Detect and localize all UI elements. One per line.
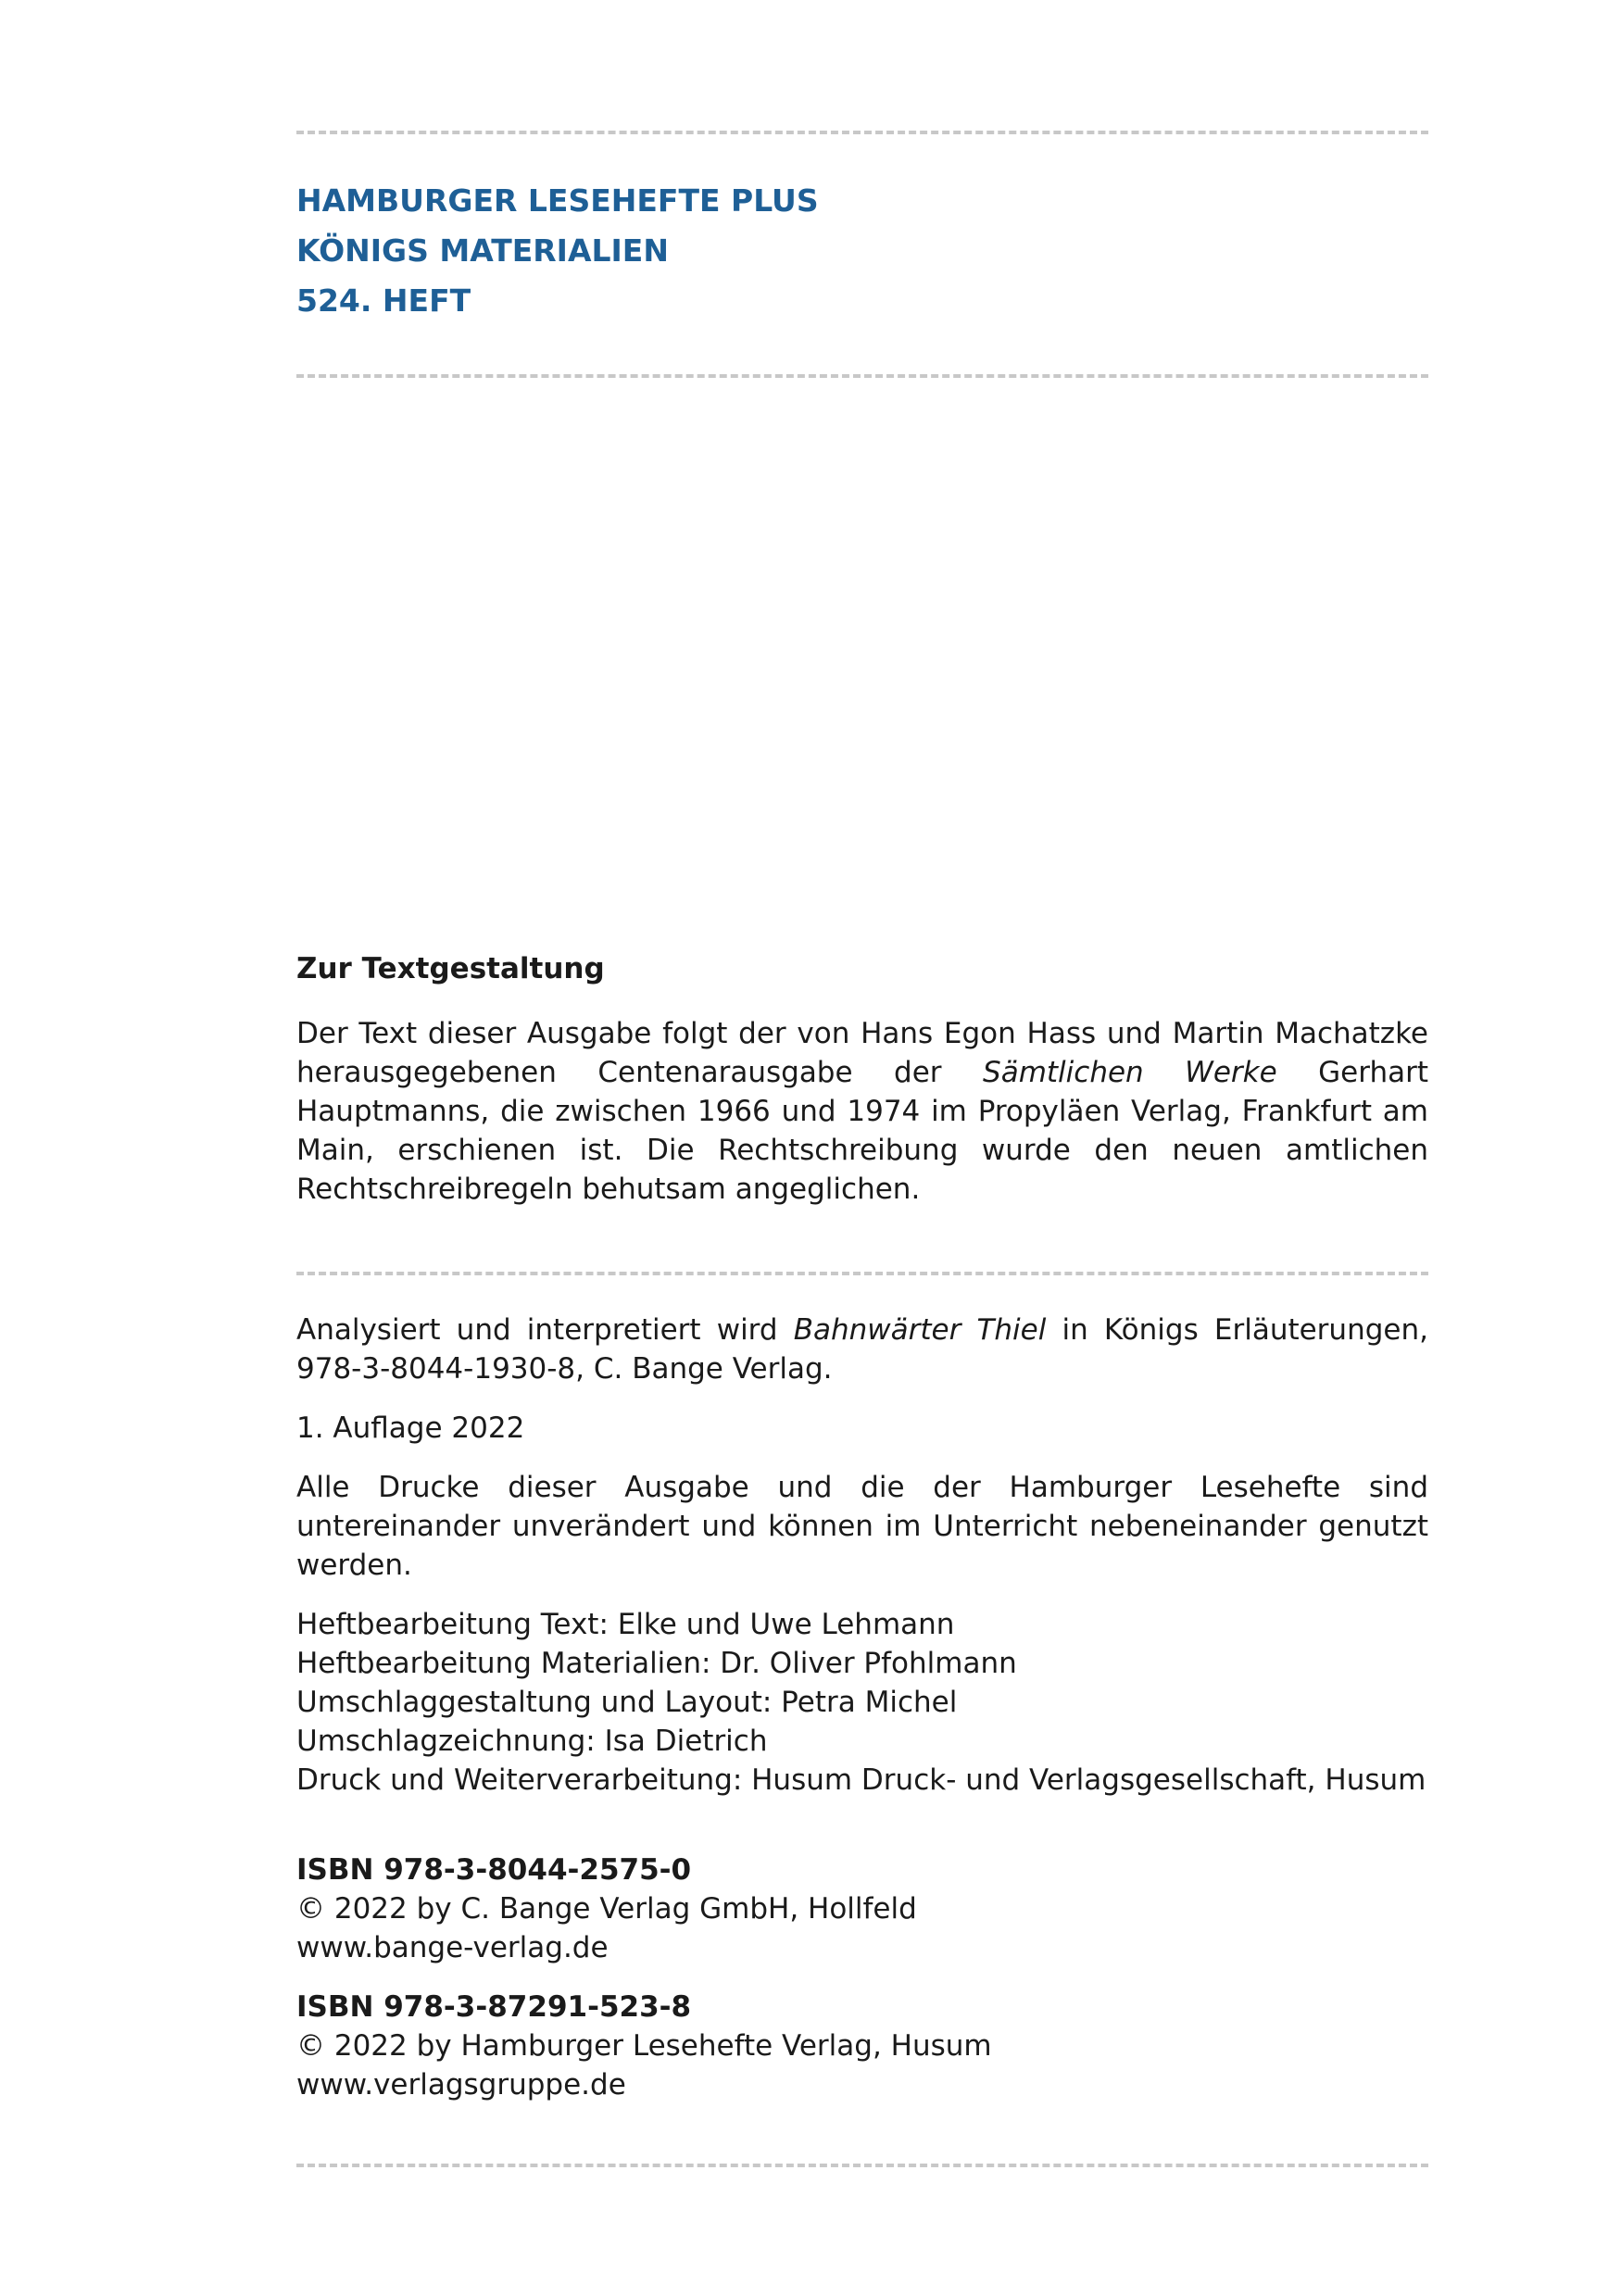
credits-list bbox=[296, 1605, 1428, 1800]
print-note: Alle Drucke dieser Ausgabe und die der Hamburger Lesehefte sind untereinander unverändert und können im Unterricht nebeneinander genutzt werden. bbox=[296, 1471, 1428, 1582]
series-number: 524. HEFT bbox=[296, 282, 471, 319]
text-segment: Gerhart Hauptmanns, die zwischen 1966 und 1974 im Propyläen Verlag, Frankfurt am Main, erschienen ist. Die Rechtschreibung wurde den neuen amtlichen Rechtschreibregeln behutsam angeglichen. bbox=[296, 1056, 1428, 1206]
copyright-line: © 2022 by Hamburger Lesehefte Verlag, Husum bbox=[296, 2029, 992, 2063]
website-link[interactable]: www.verlagsgruppe.de bbox=[296, 2068, 626, 2102]
text-segment: Der Text dieser Ausgabe folgt der von Hans Egon Hass und Martin Machatzke herausgegebenen Centenarausgabe der bbox=[296, 1017, 1428, 1089]
isbn-number: ISBN 978-3-8044-2575-0 bbox=[296, 1853, 692, 1887]
textgestaltung-paragraph bbox=[296, 1014, 1428, 1209]
series-title: HAMBURGER LESEHEFTE PLUS bbox=[296, 182, 819, 219]
middle-divider bbox=[296, 1272, 1428, 1275]
work-title: Bahnwärter Thiel bbox=[793, 1313, 1047, 1347]
text-segment: Analysiert und interpretiert wird bbox=[296, 1313, 794, 1347]
edition-line: 1. Auflage 2022 bbox=[296, 1411, 525, 1445]
website-link[interactable]: www.bange-verlag.de bbox=[296, 1931, 609, 1964]
publisher-block-hamburger bbox=[296, 1988, 1428, 2104]
series-block bbox=[296, 176, 1428, 326]
analyse-paragraph bbox=[296, 1311, 1428, 1388]
copyright-line: © 2022 by C. Bange Verlag GmbH, Hollfeld bbox=[296, 1892, 917, 1926]
series-divider bbox=[296, 374, 1428, 378]
work-title: Sämtlichen Werke bbox=[983, 1056, 1277, 1089]
credit-line: Heftbearbeitung Materialien: Dr. Oliver Pfohlmann bbox=[296, 1647, 1017, 1680]
imprint-section bbox=[296, 1311, 1428, 1800]
text-segment: in Königs Erläuterungen, 978-3-8044-1930-8, C. Bange Verlag. bbox=[296, 1313, 1428, 1386]
credit-line: Umschlagzeichnung: Isa Dietrich bbox=[296, 1725, 768, 1758]
isbn-number: ISBN 978-3-87291-523-8 bbox=[296, 1990, 692, 2024]
top-divider bbox=[296, 131, 1428, 134]
publisher-block-bange bbox=[296, 1851, 1428, 1967]
credit-line: Druck und Weiterverarbeitung: Husum Druck- und Verlagsgesellschaft, Husum bbox=[296, 1763, 1426, 1797]
textgestaltung-section bbox=[296, 1014, 1428, 1209]
series-subtitle: KÖNIGS MATERIALIEN bbox=[296, 232, 669, 269]
credit-line: Heftbearbeitung Text: Elke und Uwe Lehmann bbox=[296, 1608, 955, 1641]
credit-line: Umschlaggestaltung und Layout: Petra Michel bbox=[296, 1686, 958, 1719]
textgestaltung-heading: Zur Textgestaltung bbox=[296, 952, 605, 985]
bottom-divider bbox=[296, 2164, 1428, 2167]
